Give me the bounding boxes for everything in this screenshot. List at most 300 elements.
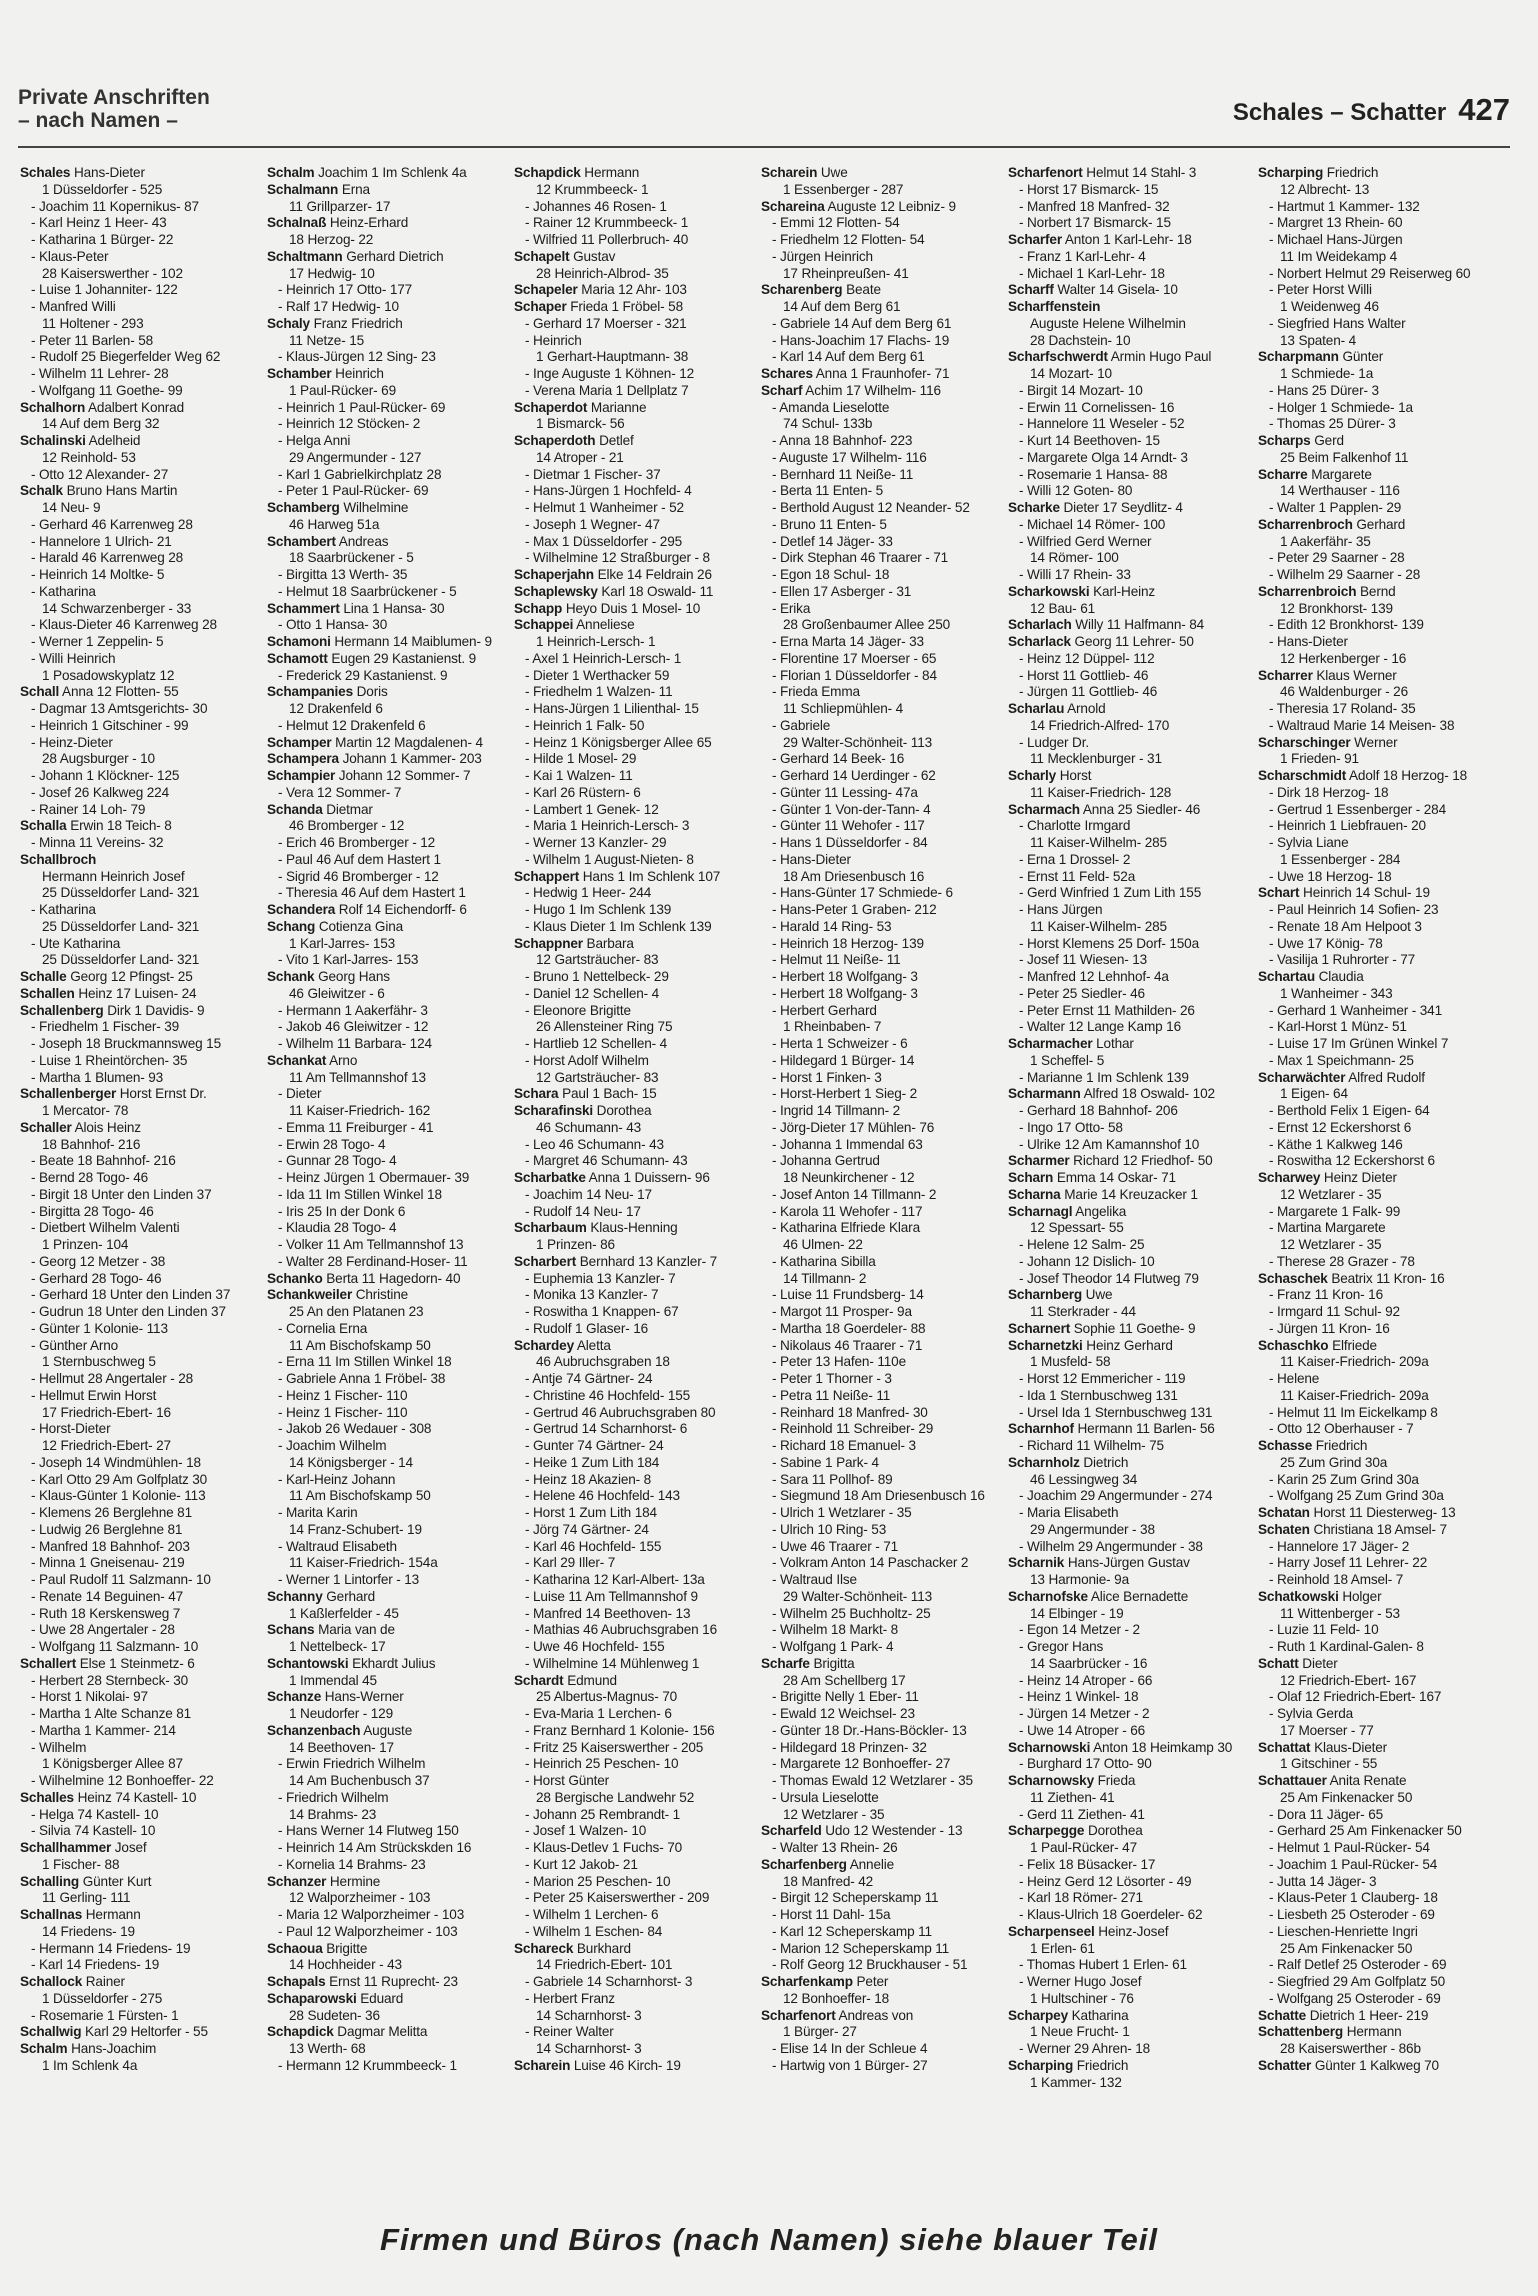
- entry-text: Heinz 17 Luisen- 24: [74, 985, 197, 1001]
- entry-text: Christine: [352, 1287, 409, 1303]
- entry-text: Friedrich: [1073, 2057, 1129, 2073]
- directory-entry: [267, 416, 507, 433]
- directory-entry: [267, 818, 507, 835]
- directory-entry: [1008, 266, 1248, 283]
- entry-text: 14 Römer- 100: [1030, 550, 1119, 566]
- directory-entry: [1008, 1488, 1248, 1505]
- entry-text: - Egon 14 Metzer - 2: [1019, 1622, 1140, 1638]
- entry-text: Annelie: [846, 1856, 895, 1872]
- entry-text: - Karl 14 Friedens- 19: [31, 1957, 160, 1973]
- entry-text: - Jürgen 11 Gottlieb- 46: [1019, 684, 1158, 700]
- surname: Scharnagl: [1008, 1203, 1073, 1219]
- entry-text: Bruno Hans Martin: [62, 483, 178, 499]
- entry-text: - Egon 18 Schul- 18: [772, 567, 890, 582]
- surname: Schans: [267, 1622, 315, 1638]
- directory-entry: [514, 651, 754, 668]
- directory-entry: [761, 1656, 1001, 1673]
- entry-text: - Ewald 12 Weichsel- 23: [772, 1706, 915, 1721]
- entry-text: - Thomas Ewald 12 Wetzlarer - 35: [772, 1773, 973, 1788]
- directory-entry: [20, 952, 260, 969]
- entry-text: Hermann: [1343, 2024, 1402, 2040]
- entry-text: Peter: [852, 1974, 889, 1989]
- directory-entry: [1008, 1957, 1248, 1974]
- directory-entry: [267, 1204, 507, 1221]
- entry-text: 14 Brahms- 23: [289, 1806, 377, 1822]
- directory-entry: [1008, 1455, 1248, 1472]
- entry-text: - Katharina: [31, 583, 96, 599]
- entry-text: - Bernd 28 Togo- 46: [31, 1170, 149, 1185]
- directory-entry: [514, 818, 754, 835]
- directory-entry: [267, 1773, 507, 1790]
- entry-text: Paul 1 Bach- 15: [558, 1086, 657, 1102]
- entry-text: 11 Kaiser-Friedrich- 209a: [1280, 1387, 1429, 1403]
- entry-text: - Jürgen Heinrich: [772, 248, 873, 264]
- directory-entry: [20, 1622, 260, 1639]
- directory-entry: [267, 634, 507, 651]
- entry-text: - Ernst 12 Eckershorst 6: [1269, 1119, 1412, 1135]
- directory-entry: [761, 433, 1001, 450]
- entry-text: - Margarete Olga 14 Arndt- 3: [1019, 449, 1188, 465]
- surname: Scharpegge: [1008, 1823, 1085, 1839]
- entry-text: Armin Hugo Paul: [1107, 349, 1212, 365]
- directory-entry: [514, 751, 754, 768]
- directory-entry: [267, 1405, 507, 1422]
- directory-entry: [514, 852, 754, 869]
- directory-entry: [514, 1639, 754, 1656]
- entry-text: - Horst 1 Nikolai- 97: [31, 1689, 148, 1705]
- entry-text: - Erna 11 Im Stillen Winkel 18: [278, 1354, 452, 1370]
- entry-text: - Vito 1 Karl-Jarres- 153: [278, 952, 419, 968]
- directory-entry: [20, 249, 260, 266]
- entry-text: - Lambert 1 Genek- 12: [525, 801, 659, 817]
- directory-entry: [267, 550, 507, 567]
- directory-entry: [1258, 986, 1498, 1003]
- directory-entry: [514, 1890, 754, 1907]
- directory-entry: [514, 768, 754, 785]
- directory-entry: [1008, 483, 1248, 500]
- directory-entry: [267, 1170, 507, 1187]
- entry-text: - Horst 11 Gottlieb- 46: [1019, 667, 1149, 683]
- entry-text: 11 Schliepmühlen- 4: [783, 701, 904, 716]
- entry-text: 14 Scharnhorst- 3: [536, 2041, 642, 2056]
- directory-entry: [761, 1773, 1001, 1790]
- entry-text: Günter Kurt: [79, 1873, 152, 1889]
- directory-entry: [20, 1204, 260, 1221]
- entry-text: - Uwe 14 Atroper - 66: [1019, 1722, 1146, 1738]
- directory-entry: [761, 902, 1001, 919]
- entry-text: - Thomas 25 Dürer- 3: [1269, 416, 1396, 432]
- entry-text: - Antje 74 Gärtner- 24: [525, 1371, 653, 1386]
- directory-entry: [1258, 1790, 1498, 1807]
- directory-entry: [267, 1388, 507, 1405]
- directory-entry: [267, 1371, 507, 1388]
- entry-text: Uwe: [817, 165, 848, 180]
- directory-entry: [20, 534, 260, 551]
- directory-entry: [761, 1204, 1001, 1221]
- surname: Scharn: [1008, 1170, 1054, 1185]
- entry-text: Rainer: [82, 1974, 125, 1989]
- entry-text: - Martina Margarete: [1269, 1220, 1386, 1236]
- directory-entry: [1258, 433, 1498, 450]
- surname: Scharenberg: [761, 282, 843, 298]
- directory-entry: [20, 1237, 260, 1254]
- directory-entry: [761, 266, 1001, 283]
- surname: Scharein: [514, 2057, 571, 2073]
- directory-entry: [20, 1354, 260, 1371]
- directory-entry: [267, 1790, 507, 1807]
- directory-entry: [761, 1874, 1001, 1891]
- entry-text: - Karl 12 Scheperskamp 11: [772, 1923, 932, 1939]
- entry-text: Dietmar: [322, 801, 373, 817]
- directory-entry: [761, 735, 1001, 752]
- surname: Schapeler: [514, 282, 578, 298]
- surname: Scharein: [761, 165, 818, 180]
- surname: Schandera: [267, 902, 336, 917]
- entry-text: - Bernhard 11 Neiße- 11: [772, 466, 914, 482]
- entry-text: - Klaus-Peter 1 Clauberg- 18: [1269, 1890, 1438, 1906]
- entry-text: 1 Eigen- 64: [1280, 1086, 1348, 1102]
- directory-entry: [20, 617, 260, 634]
- entry-text: - Horst Klemens 25 Dorf- 150a: [1019, 935, 1199, 951]
- entry-text: - Friedhelm 12 Flotten- 54: [772, 232, 925, 247]
- entry-text: 46 Harweg 51a: [289, 516, 380, 532]
- entry-text: - Auguste 17 Wilhelm- 116: [772, 449, 927, 465]
- directory-entry: [1258, 1304, 1498, 1321]
- entry-text: Auguste Helene Wilhelmin: [1030, 315, 1186, 331]
- directory-entry: [761, 1941, 1001, 1958]
- entry-text: - Waltraud Elisabeth: [278, 1538, 397, 1554]
- entry-text: 12 Bau- 61: [1030, 600, 1096, 616]
- surname: Schardey: [514, 1337, 575, 1353]
- directory-entry: [514, 2058, 754, 2075]
- directory-entry: [514, 1505, 754, 1522]
- entry-text: 12 Wetzlarer - 35: [783, 1806, 885, 1822]
- entry-text: Hermann 11 Barlen- 56: [1073, 1421, 1215, 1437]
- surname: Scharfer: [1008, 232, 1062, 247]
- entry-text: Dorothea: [593, 1103, 652, 1118]
- entry-text: - Emma 11 Freiburger - 41: [278, 1119, 434, 1135]
- entry-text: 14 Neu- 9: [42, 500, 101, 515]
- directory-entry: [1008, 1991, 1248, 2008]
- directory-entry: [1258, 349, 1498, 366]
- entry-text: - Herbert Gerhard: [772, 1002, 877, 1018]
- entry-text: - Irmgard 11 Schul- 92: [1269, 1304, 1400, 1319]
- entry-text: Hans-Jürgen Gustav: [1064, 1555, 1190, 1571]
- directory-entry: [1258, 768, 1498, 785]
- entry-text: - Wilhelm: [31, 1739, 87, 1755]
- entry-text: - Heinrich 14 Am Strückskden 16: [278, 1840, 472, 1855]
- entry-text: - Erna 1 Drossel- 2: [1019, 851, 1131, 867]
- entry-text: - Heinrich 25 Peschen- 10: [525, 1756, 679, 1772]
- entry-text: Karl-Heinz: [1089, 583, 1156, 599]
- entry-text: 17 Hedwig- 10: [289, 265, 375, 281]
- entry-text: 11 Am Bischofskamp 50: [289, 1337, 431, 1353]
- surname: Schallock: [20, 1974, 83, 1989]
- surname: Schapp: [514, 600, 563, 616]
- surname: Schatt: [1258, 1655, 1299, 1671]
- directory-entry: [761, 668, 1001, 685]
- entry-text: 12 Bonhoeffer- 18: [783, 1990, 890, 2006]
- entry-text: - Otto 12 Alexander- 27: [31, 466, 169, 482]
- directory-entry: [1008, 1723, 1248, 1740]
- surname: Scharbatke: [514, 1170, 586, 1185]
- surname: Scharke: [1008, 500, 1060, 515]
- entry-text: Alfred 18 Oswald- 102: [1080, 1086, 1215, 1102]
- directory-entry: [20, 2008, 260, 2025]
- entry-text: - Karl 29 Iller- 7: [525, 1555, 616, 1571]
- surname: Schapelt: [514, 248, 570, 264]
- entry-text: - Karl 26 Rüstern- 6: [525, 784, 641, 800]
- directory-entry: [267, 1907, 507, 1924]
- entry-text: - Ralf 17 Hedwig- 10: [278, 299, 399, 314]
- directory-entry: [1258, 282, 1498, 299]
- entry-text: - Martha 18 Goerdeler- 88: [772, 1320, 926, 1336]
- entry-text: Gerhard Dietrich: [342, 248, 444, 264]
- directory-entry: [20, 2041, 260, 2058]
- directory-entry: [761, 1505, 1001, 1522]
- entry-text: 11 Holtener - 293: [42, 315, 144, 331]
- surname: Scharping: [1258, 165, 1324, 180]
- directory-entry: [514, 450, 754, 467]
- directory-entry: [514, 1304, 754, 1321]
- entry-text: 1 Fischer- 88: [42, 1856, 120, 1872]
- directory-entry: [1258, 299, 1498, 316]
- directory-entry: [20, 1723, 260, 1740]
- entry-text: - Gregor Hans: [1019, 1639, 1104, 1654]
- directory-entry: [761, 617, 1001, 634]
- entry-text: - Hermann 14 Friedens- 19: [31, 1940, 191, 1956]
- directory-entry: [1258, 249, 1498, 266]
- entry-text: 1 Musfeld- 58: [1030, 1354, 1111, 1370]
- entry-text: - Richard 18 Emanuel- 3: [772, 1438, 916, 1453]
- entry-text: - Berthold August 12 Neander- 52: [772, 500, 970, 515]
- directory-entry: [267, 651, 507, 668]
- directory-entry: [514, 249, 754, 266]
- directory-entry: [267, 1974, 507, 1991]
- surname: Schatte: [1258, 2007, 1307, 2023]
- entry-text: Dieter: [1298, 1655, 1338, 1671]
- directory-entry: [761, 1472, 1001, 1489]
- directory-entry: [20, 584, 260, 601]
- directory-entry: [20, 1790, 260, 1807]
- directory-entry: [20, 1321, 260, 1338]
- surname: Schatkowski: [1258, 1588, 1339, 1604]
- directory-entry: [1258, 1019, 1498, 1036]
- directory-entry: [1258, 1472, 1498, 1489]
- directory-entry: [1008, 1840, 1248, 1857]
- surname: Schallwig: [20, 2024, 82, 2040]
- directory-entry: [20, 601, 260, 618]
- entry-text: - Inge Auguste 1 Köhnen- 12: [525, 366, 695, 381]
- directory-entry: [514, 969, 754, 986]
- directory-entry: [761, 550, 1001, 567]
- directory-entry: [514, 1874, 754, 1891]
- entry-text: - Liesbeth 25 Osteroder - 69: [1269, 1907, 1435, 1922]
- entry-text: Hans-Joachim: [67, 2041, 157, 2056]
- directory-entry: [20, 1807, 260, 1824]
- directory-entry: [1258, 232, 1498, 249]
- directory-entry: [267, 1807, 507, 1824]
- entry-text: Arnold: [1064, 701, 1106, 716]
- entry-text: Friedrich: [1323, 165, 1379, 180]
- entry-text: - Siegfried 29 Am Golfplatz 50: [1269, 1974, 1446, 1989]
- entry-text: - Luise 1 Johanniter- 122: [31, 282, 178, 298]
- entry-text: 14 Tillmann- 2: [783, 1270, 867, 1286]
- directory-entry: [514, 282, 754, 299]
- directory-entry: [267, 2041, 507, 2058]
- directory-entry: [20, 517, 260, 534]
- entry-text: Andreas von: [835, 2007, 914, 2023]
- directory-entry: [1008, 969, 1248, 986]
- surname: Scharffenstein: [1008, 299, 1101, 314]
- directory-entry: [514, 1756, 754, 1773]
- directory-entry: [1258, 416, 1498, 433]
- directory-entry: [1008, 1639, 1248, 1656]
- entry-text: - Uwe 18 Herzog- 18: [1269, 868, 1392, 884]
- directory-entry: [20, 718, 260, 735]
- entry-text: - Rolf Georg 12 Bruckhauser - 51: [772, 1957, 968, 1973]
- entry-text: Lina 1 Hansa- 30: [339, 600, 445, 616]
- directory-entry: [267, 1991, 507, 2008]
- directory-entry: [514, 1656, 754, 1673]
- entry-text: Hermann: [580, 165, 640, 180]
- directory-entry: [514, 1539, 754, 1556]
- directory-entry: [1258, 1388, 1498, 1405]
- entry-text: - Karl 14 Auf dem Berg 61: [772, 349, 925, 365]
- entry-text: Heinz Dieter: [1320, 1170, 1397, 1185]
- entry-text: - Horst 1 Zum Lith 184: [525, 1505, 657, 1520]
- directory-entry: [1258, 1522, 1498, 1539]
- directory-entry: [761, 601, 1001, 618]
- directory-entry: [20, 215, 260, 232]
- directory-entry: [267, 1472, 507, 1489]
- entry-text: - Wolfgang 11 Goethe- 99: [31, 382, 183, 398]
- entry-text: - Renate 14 Beguinen- 47: [31, 1588, 184, 1604]
- surname: Schaller: [20, 1119, 72, 1135]
- directory-entry: [761, 1003, 1001, 1020]
- directory-entry: [1258, 467, 1498, 484]
- surname: Scharafinski: [514, 1103, 594, 1118]
- entry-text: 28 Augsburger - 10: [42, 751, 155, 767]
- directory-entry: [20, 986, 260, 1003]
- directory-entry: [1258, 450, 1498, 467]
- entry-text: - Margarete 12 Bonhoeffer- 27: [772, 1756, 951, 1772]
- directory-entry: [1008, 400, 1248, 417]
- directory-entry: [514, 400, 754, 417]
- surname: Schallen: [20, 985, 75, 1001]
- entry-text: - Klaus-Dieter 46 Karrenweg 28: [31, 617, 217, 633]
- directory-entry: [514, 1522, 754, 1539]
- entry-text: - Jörg 74 Gärtner- 24: [525, 1521, 649, 1537]
- entry-text: Anneliese: [573, 617, 635, 633]
- surname: Schales: [20, 165, 71, 180]
- entry-text: - Verena Maria 1 Dellplatz 7: [525, 382, 689, 398]
- entry-text: - Wolfgang 1 Park- 4: [772, 1639, 894, 1654]
- surname: Scharschinger: [1258, 734, 1351, 750]
- entry-text: - Herta 1 Schweizer - 6: [772, 1036, 908, 1051]
- directory-entry: [514, 1103, 754, 1120]
- entry-text: - Michael 14 Römer- 100: [1019, 516, 1166, 532]
- entry-text: 1 Im Schlenk 4a: [42, 2057, 138, 2073]
- directory-entry: [1258, 1840, 1498, 1857]
- surname: Schaltmann: [267, 248, 343, 264]
- directory-entry: [1258, 2024, 1498, 2041]
- directory-entry: [20, 1673, 260, 1690]
- directory-entry: [514, 684, 754, 701]
- directory-entry: [267, 366, 507, 383]
- entry-text: - Karola 11 Wehofer - 117: [772, 1203, 923, 1219]
- surname: Schamott: [267, 650, 328, 666]
- surname: Schank: [267, 969, 315, 984]
- directory-entry: [267, 1271, 507, 1288]
- directory-entry: [267, 735, 507, 752]
- directory-entry: [1258, 1405, 1498, 1422]
- directory-entry: [1008, 433, 1248, 450]
- entry-text: - Gerhard 1 Wanheimer - 341: [1269, 1002, 1442, 1018]
- entry-text: - Peter 29 Saarner - 28: [1269, 550, 1405, 566]
- entry-text: - Werner 13 Kanzler- 29: [525, 835, 667, 850]
- surname: Scharnberg: [1008, 1287, 1083, 1303]
- entry-text: - Hedwig 1 Heer- 244: [525, 885, 652, 901]
- directory-entry: [1258, 1555, 1498, 1572]
- directory-entry: [20, 1505, 260, 1522]
- directory-entry: [1258, 2058, 1498, 2075]
- directory-entry: [514, 885, 754, 902]
- entry-text: - Wilhelm 11 Barbara- 124: [278, 1036, 432, 1051]
- entry-text: - Klaus Dieter 1 Im Schlenk 139: [525, 918, 712, 934]
- surname: Schapals: [267, 1974, 326, 1989]
- directory-entry: [20, 232, 260, 249]
- entry-text: 1 Düsseldorfer - 525: [42, 181, 163, 197]
- surname: Schampanies: [267, 684, 353, 700]
- directory-entry: [20, 1153, 260, 1170]
- entry-text: - Helene 12 Salm- 25: [1019, 1237, 1145, 1252]
- directory-entry: [20, 1271, 260, 1288]
- directory-entry: [761, 450, 1001, 467]
- directory-entry: [1258, 550, 1498, 567]
- entry-text: - Horst-Herbert 1 Sieg- 2: [772, 1086, 918, 1102]
- directory-entry: [1258, 902, 1498, 919]
- entry-text: 18 Manfred- 42: [783, 1873, 874, 1889]
- directory-entry: [267, 2008, 507, 2025]
- surname: Scharff: [1008, 282, 1054, 298]
- directory-entry: [1008, 1421, 1248, 1438]
- directory-entry: [514, 701, 754, 718]
- directory-entry: [761, 1840, 1001, 1857]
- directory-entry: [20, 1539, 260, 1556]
- entry-text: 25 Zum Grind 30a: [1280, 1454, 1388, 1470]
- directory-entry: [1258, 1890, 1498, 1907]
- entry-text: - Walter 1 Papplen- 29: [1269, 500, 1402, 515]
- entry-text: - Joachim Wilhelm: [278, 1438, 387, 1453]
- entry-text: Hermann 14 Maiblumen- 9: [330, 634, 492, 649]
- directory-entry: [1008, 1153, 1248, 1170]
- entry-text: - Otto 12 Oberhauser - 7: [1269, 1421, 1414, 1437]
- surname: Schallnas: [20, 1907, 83, 1922]
- entry-text: - Katharina 1 Bürger- 22: [31, 232, 174, 247]
- entry-text: - Dieter: [278, 1086, 322, 1102]
- entry-text: 14 Franz-Schubert- 19: [289, 1521, 422, 1537]
- entry-text: Johann 12 Sommer- 7: [335, 768, 471, 783]
- directory-entry: [267, 1572, 507, 1589]
- entry-text: - Heinrich 1 Gitschiner - 99: [31, 717, 189, 733]
- entry-text: - Minna 1 Gneisenau- 219: [31, 1555, 185, 1571]
- directory-entry: [267, 701, 507, 718]
- directory-entry: [1258, 1941, 1498, 1958]
- directory-entry: [20, 885, 260, 902]
- directory-entry: [514, 534, 754, 551]
- directory-entry: [1258, 1857, 1498, 1874]
